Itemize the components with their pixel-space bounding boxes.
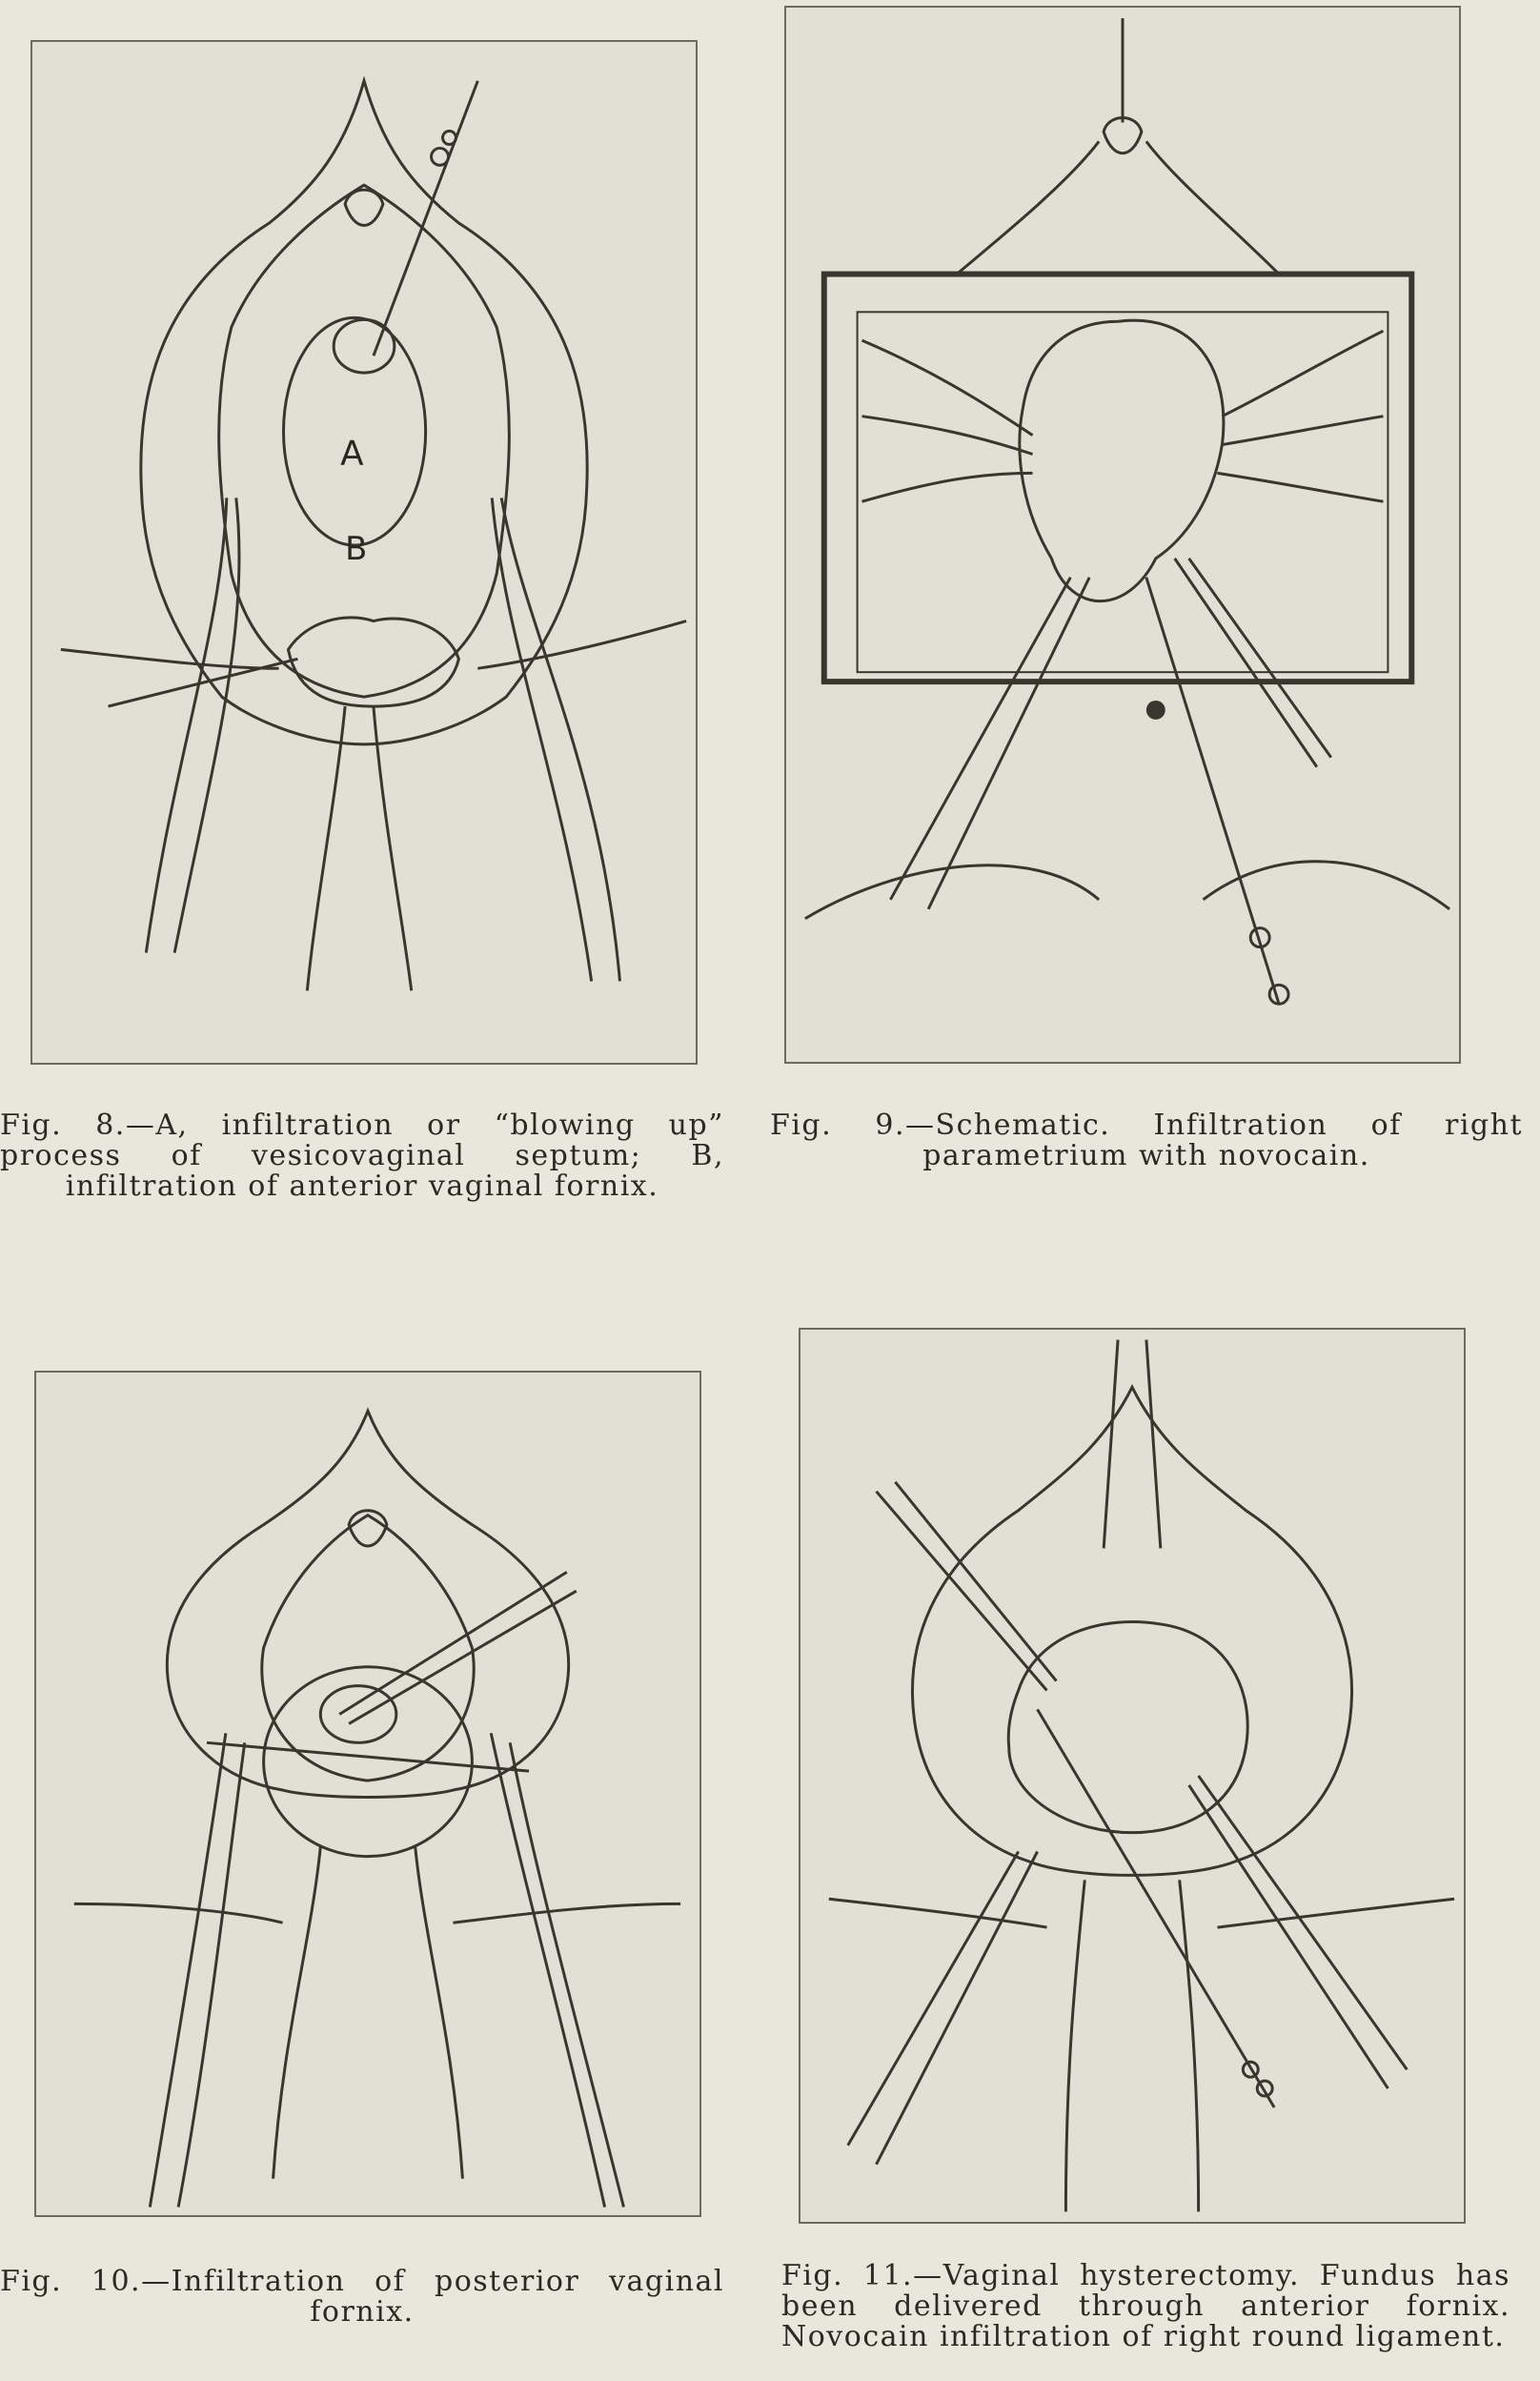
figure-8-caption-prefix: Fig. 8. xyxy=(0,1109,126,1142)
figure-10-drawing xyxy=(36,1373,699,2215)
figure-11-drawing xyxy=(800,1330,1464,2222)
figure-11-caption-prefix: Fig. 11. xyxy=(781,2259,914,2292)
figure-9-caption-text: —Schematic. Infiltration of right parametrium with novocain. xyxy=(905,1109,1523,1172)
figure-8-illustration xyxy=(30,40,698,1065)
figure-10-caption-text: —Infiltration of posterior vaginal fornix. xyxy=(141,2265,725,2329)
figure-11-caption xyxy=(781,2261,1510,2352)
figure-9-caption-prefix: Fig. 9. xyxy=(770,1109,906,1142)
figure-10-caption xyxy=(0,2267,724,2328)
figure-9-illustration xyxy=(784,6,1461,1064)
figure-11-caption-text: —Vaginal hysterectomy. Fundus has been delivered through anterior fornix. Novocain infiltration of right round ligament. xyxy=(781,2259,1510,2353)
figure-8-caption-text: —A, infiltration or “blowing up” process of vesicovaginal septum; B, infiltration of anterior vaginal fornix. xyxy=(0,1109,724,1203)
figure-8-label-b: B xyxy=(345,529,368,567)
figure-8-caption xyxy=(0,1110,724,1202)
figure-11-illustration xyxy=(799,1328,1466,2224)
figure-10-caption-prefix: Fig. 10. xyxy=(0,2265,142,2298)
figure-9-drawing xyxy=(786,8,1459,1062)
figure-10-illustration xyxy=(34,1371,701,2217)
figure-8-label-a: A xyxy=(340,434,364,474)
figure-8-drawing xyxy=(32,42,696,1063)
figure-9-caption xyxy=(770,1110,1523,1171)
